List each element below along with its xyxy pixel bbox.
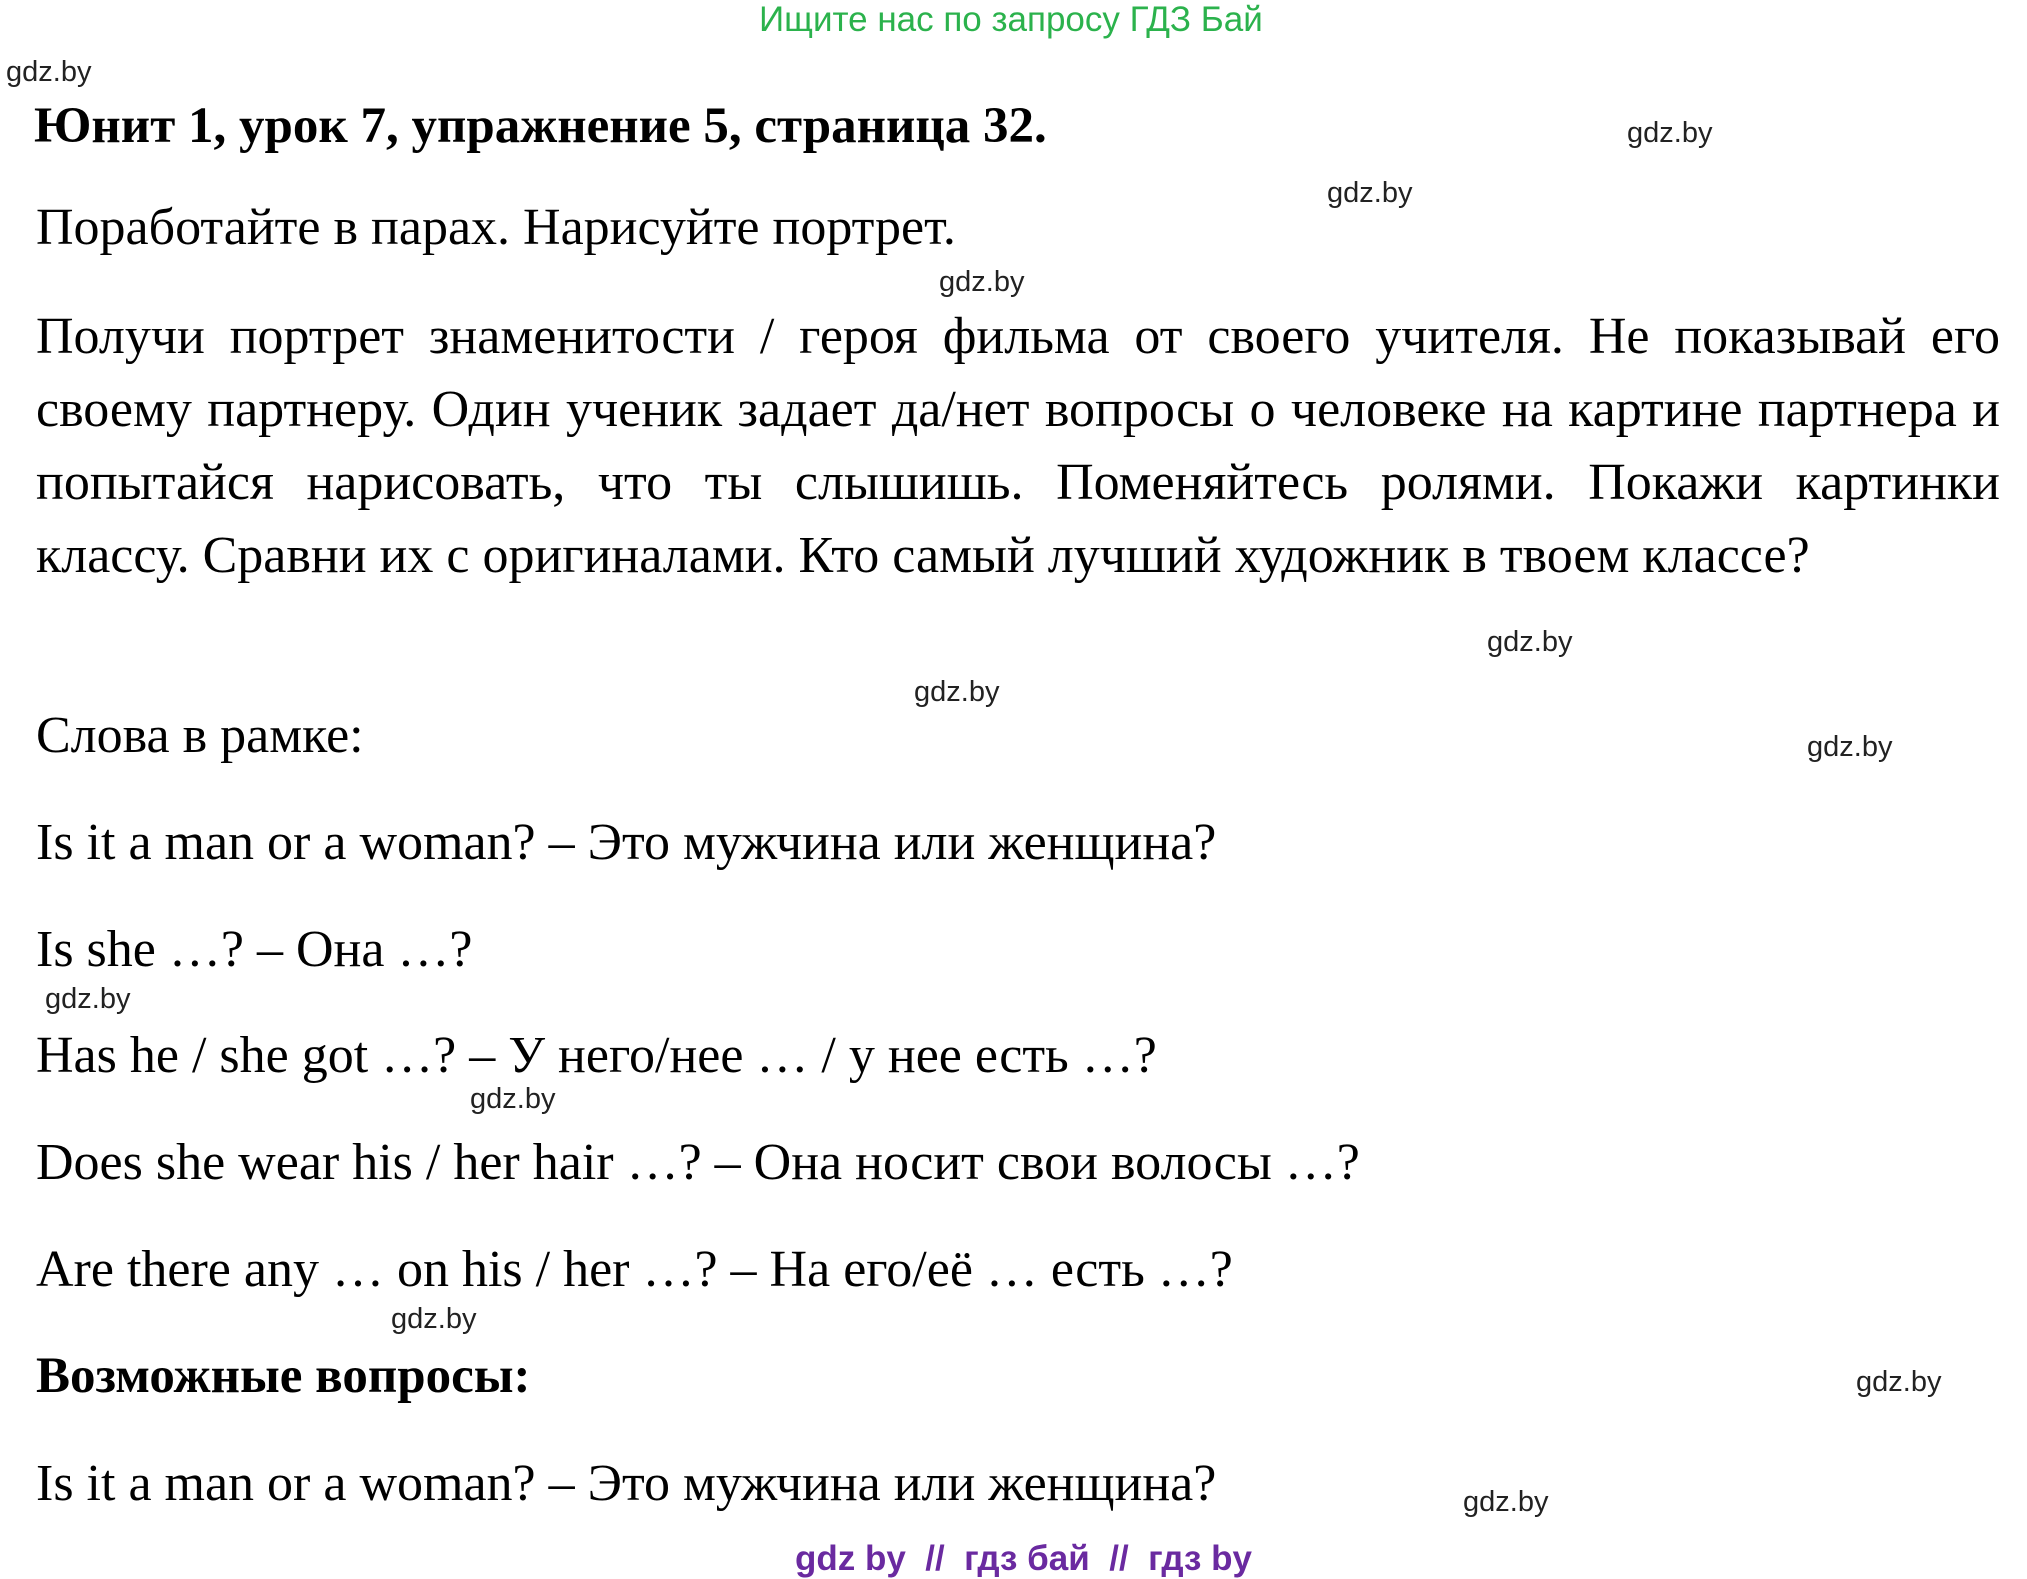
question-line: Is it a man or a woman? – Это мужчина или женщина? [36, 1455, 1217, 1512]
phrase-line: Is she …? – Она …? [36, 921, 473, 978]
watermark: gdz.by [1327, 177, 1413, 209]
possible-questions-heading: Возможные вопросы: [36, 1348, 531, 1404]
box-words-label: Слова в рамке: [36, 707, 364, 764]
footer-banner: gdz by // гдз бай // гдз by [795, 1539, 1252, 1578]
watermark: gdz.by [1807, 731, 1893, 763]
watermark: gdz.by [1627, 117, 1713, 149]
phrase-line: Are there any … on his / her …? – На его/её … есть …? [36, 1241, 1233, 1298]
watermark: gdz.by [1463, 1486, 1549, 1518]
watermark: gdz.by [1856, 1366, 1942, 1398]
watermark: gdz.by [6, 56, 92, 88]
search-banner: Ищите нас по запросу ГДЗ Бай [759, 0, 1263, 39]
watermark: gdz.by [45, 983, 131, 1015]
watermark: gdz.by [1487, 626, 1573, 658]
phrase-line: Does she wear his / her hair …? – Она носит свои волосы …? [36, 1134, 1360, 1191]
task-paragraph: Получи портрет знаменитости / героя фильма от своего учителя. Не показывай его своему партнеру. Один ученик задает да/нет вопросы о человеке на картине партнера и попытайся нарисовать, что ты слышишь. Поменяйтесь ролями. Покажи картинки классу. Сравни их с оригиналами. Кто самый лучший художник в твоем классе? [36, 308, 2000, 584]
phrase-line: Has he / she got …? – У него/нее … / у нее есть …? [36, 1027, 1157, 1084]
watermark: gdz.by [914, 676, 1000, 708]
watermark: gdz.by [470, 1083, 556, 1115]
watermark: gdz.by [391, 1303, 477, 1335]
instruction-text: Поработайте в парах. Нарисуйте портрет. [36, 199, 956, 256]
phrase-line: Is it a man or a woman? – Это мужчина или женщина? [36, 814, 1217, 871]
watermark: gdz.by [939, 266, 1025, 298]
exercise-title: Юнит 1, урок 7, упражнение 5, страница 32. [34, 98, 1047, 154]
